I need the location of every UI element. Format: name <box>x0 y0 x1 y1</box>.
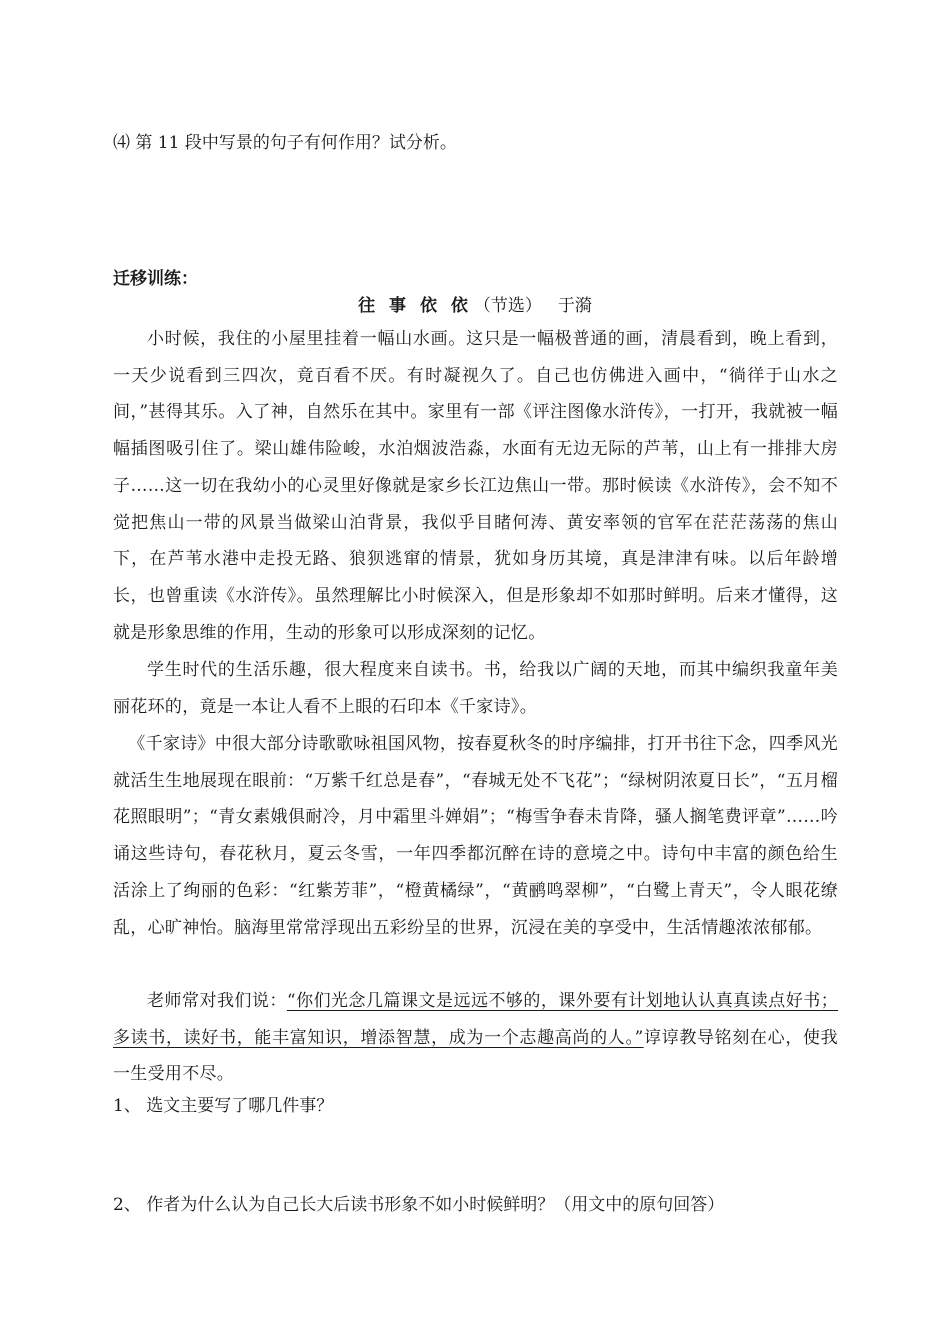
paragraph-3 <box>113 726 838 946</box>
paragraph-1 <box>113 321 838 651</box>
article-heading <box>0 294 950 318</box>
section-title: 迁移训练： <box>113 269 198 289</box>
paragraph-4-text <box>113 983 838 1093</box>
paragraph-3-text: 《千家诗》中很大部分诗歌歌咏祖国风物，按春夏秋冬的时序编排，打开书往下念，四季风光就活生生地展现在眼前：“万紫千红总是春”，“春城无处不飞花”；“绿树阴浓夏日长”，“五月榴花照眼明”；“青女素娥俱耐冷，月中霜里斗婵娟”；“梅雪争春未肯降，骚人搁笔费评章”……吟诵这些诗句，春花秋月，夏云冬雪，一年四季都沉醉在诗的意境之中。诗句中丰富的颜色给生活涂上了绚丽的色彩：“红紫芳菲”，“橙黄橘绿”，“黄鹂鸣翠柳”，“白鹭上青天”，令人眼花缭乱，心旷神怡。脑海里常常浮现出五彩纷呈的世界，沉浸在美的享受中，生活情趣浓浓郁郁。 <box>113 734 838 938</box>
paragraph-4-tail: 谆谆教导铭刻在心，使我一生受用不尽。 <box>113 1027 838 1085</box>
paragraph-2-text: 学生时代的生活乐趣，很大程度来自读书。书，给我以广阔的天地，而其中编织我童年美丽花环的，竟是一本让人看不上眼的石印本《千家诗》。 <box>113 660 838 717</box>
article-title: 往 事 依 依 <box>358 296 472 316</box>
question-prev: ⑷ 第 11 段中写景的句子有何作用？试分析。 <box>113 133 457 153</box>
question-2: 2、 作者为什么认为自己长大后读书形象不如小时候鲜明？（用文中的原句回答） <box>113 1195 725 1215</box>
question-1: 1、 选文主要写了哪几件事？ <box>113 1096 334 1116</box>
paragraph-2 <box>113 652 838 725</box>
paragraph-4-lead: 老师常对我们说： <box>147 991 287 1011</box>
paragraph-4-quote: “你们光念几篇课文是远远不够的，课外要有计划地认认真真读点好书；多读书，读好书，能丰富知识，增添智慧，成为一个志趣高尚的人。” <box>113 991 838 1048</box>
paragraph-4 <box>113 983 838 1093</box>
article-author: 于漪 <box>557 296 592 316</box>
article-title-note: （节选） <box>473 296 542 316</box>
paragraph-1-text: 小时候，我住的小屋里挂着一幅山水画。这只是一幅极普通的画，清晨看到，晚上看到，一天少说看到三四次，竟百看不厌。有时凝视久了。自己也仿佛进入画中，“徜徉于山水之间，”甚得其乐。入了神，自然乐在其中。家里有一部《评注图像水浒传》，一打开，我就被一幅幅插图吸引住了。梁山雄伟险峻，水泊烟波浩淼，水面有无边无际的芦苇，山上有一排排大房子……这一切在我幼小的心灵里好像就是家乡长江边焦山一带。那时候读《水浒传》，会不知不觉把焦山一带的风景当做梁山泊背景，我似乎目睹何涛、黄安率领的官军在茫茫荡荡的焦山下，在芦苇水港中走投无路、狼狈逃窜的情景，犹如身历其境，真是津津有味。以后年龄增长，也曾重读《水浒传》。虽然理解比小时候深入，但是形象却不如那时鲜明。后来才懂得，这就是形象思维的作用，生动的形象可以形成深刻的记忆。 <box>113 329 838 643</box>
